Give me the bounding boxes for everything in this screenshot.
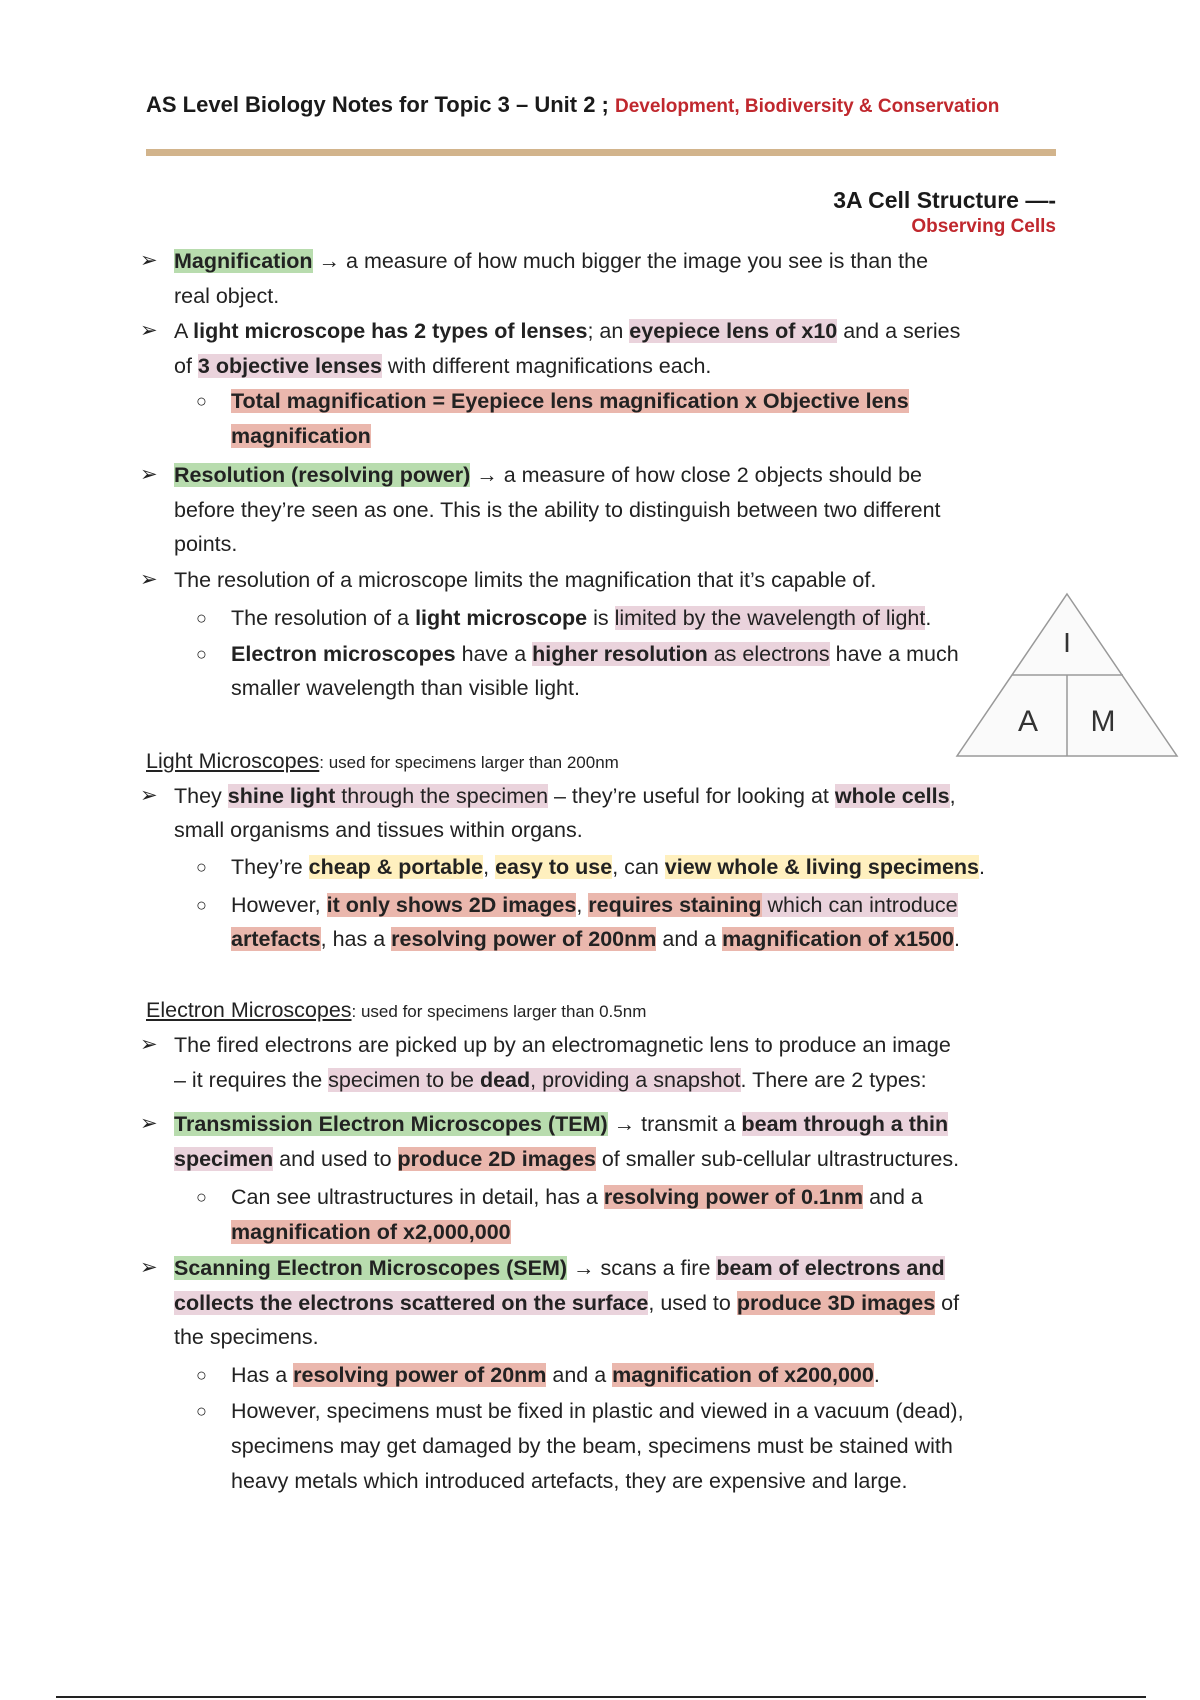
text: Total magnification = Eyepiece lens magnification x Objective lens bbox=[231, 389, 909, 413]
text: and a bbox=[546, 1363, 613, 1387]
text: The resolution of a bbox=[231, 606, 416, 630]
text: : used for specimens larger than 0.5nm bbox=[351, 1002, 647, 1021]
text: Can see ultrastructures in detail, has a bbox=[231, 1185, 604, 1209]
resolution-line-1 bbox=[174, 458, 922, 492]
footer-divider bbox=[56, 1696, 1146, 1698]
text: They bbox=[174, 784, 228, 808]
arrow-bullet-icon: ➢ bbox=[140, 1033, 158, 1056]
text: Light Microscopes bbox=[146, 749, 320, 773]
sem-line-1 bbox=[174, 1251, 945, 1285]
text: , can bbox=[612, 855, 665, 879]
text: , used to bbox=[648, 1291, 737, 1315]
text: . There are 2 types: bbox=[740, 1068, 927, 1092]
text: of smaller sub-cellular ultrastructures. bbox=[595, 1147, 960, 1171]
header-title: AS Level Biology Notes for Topic 3 – Unit 2 ; bbox=[146, 92, 609, 117]
text: A bbox=[174, 319, 194, 343]
text: 3 objective lenses bbox=[197, 354, 382, 378]
arrow-bullet-icon: ➢ bbox=[140, 1112, 158, 1135]
light-line-1 bbox=[174, 779, 956, 813]
circle-bullet-icon: ○ bbox=[196, 391, 207, 411]
text: requires staining bbox=[588, 893, 762, 917]
text: shine light bbox=[227, 784, 336, 808]
light-line-2: small organisms and tissues within organs. bbox=[174, 818, 583, 842]
light-microscopes-heading bbox=[146, 744, 619, 780]
text: magnification of x2,000,000 bbox=[231, 1220, 511, 1244]
text: easy to use bbox=[495, 855, 613, 879]
text: produce 3D images bbox=[736, 1291, 936, 1315]
text: specimen bbox=[174, 1147, 274, 1171]
header-subtitle: Development, Biodiversity & Conservation bbox=[615, 96, 1000, 117]
tem-sub-1 bbox=[231, 1180, 923, 1214]
circle-bullet-icon: ○ bbox=[196, 1365, 207, 1385]
text: have a much bbox=[829, 642, 959, 666]
text: – it requires the bbox=[174, 1068, 329, 1092]
text: , bbox=[949, 784, 956, 808]
text: of bbox=[935, 1291, 960, 1315]
text: through the specimen bbox=[335, 784, 549, 808]
limits-sub-2 bbox=[231, 637, 959, 671]
text: , bbox=[483, 855, 496, 879]
text: Electron Microscopes bbox=[146, 998, 352, 1022]
text: and a bbox=[863, 1185, 923, 1209]
text: . bbox=[979, 855, 986, 879]
lenses-line-1 bbox=[174, 314, 960, 348]
limits-sub-1 bbox=[231, 601, 931, 635]
limits-line: The resolution of a microscope limits the magnification that it’s capable of. bbox=[174, 568, 877, 592]
electron-microscopes-heading bbox=[146, 993, 646, 1029]
text: They’re bbox=[231, 855, 309, 879]
magnification-line-2: real object. bbox=[174, 284, 280, 308]
text: view whole & living specimens bbox=[664, 855, 980, 879]
electron-line-1: The fired electrons are picked up by an electromagnetic lens to produce an image bbox=[174, 1033, 951, 1057]
text: , providing a snapshot bbox=[530, 1068, 741, 1092]
text: resolving power of 0.1nm bbox=[603, 1185, 864, 1209]
electron-line-2 bbox=[174, 1063, 927, 1097]
text: resolving power of 200nm bbox=[391, 927, 657, 951]
triangle-label-image: I bbox=[1063, 627, 1071, 658]
section-subtitle: Observing Cells bbox=[911, 216, 1056, 237]
page-header bbox=[146, 92, 999, 118]
light-sub-1 bbox=[231, 850, 985, 884]
light-sub-2 bbox=[231, 888, 958, 922]
text: . bbox=[873, 1363, 880, 1387]
text: beam of electrons and bbox=[716, 1256, 945, 1280]
text: magnification bbox=[231, 424, 371, 448]
text: specimen to be bbox=[328, 1068, 480, 1092]
circle-bullet-icon: ○ bbox=[196, 1401, 207, 1421]
text: → transmit a bbox=[607, 1112, 742, 1136]
arrow-bullet-icon: ➢ bbox=[140, 249, 158, 272]
text: dead bbox=[479, 1068, 531, 1092]
resolution-line-3: points. bbox=[174, 532, 238, 556]
text: is bbox=[587, 606, 615, 630]
formula-line-2 bbox=[231, 419, 371, 453]
text: However, bbox=[231, 893, 327, 917]
text: ; an bbox=[587, 319, 630, 343]
text: . bbox=[925, 606, 932, 630]
section-title: 3A Cell Structure —- bbox=[833, 187, 1056, 213]
text: whole cells bbox=[834, 784, 950, 808]
sem-term: Scanning Electron Microscopes (SEM) bbox=[174, 1256, 568, 1280]
magnification-triangle-diagram bbox=[955, 590, 1180, 760]
text: Electron microscopes bbox=[231, 642, 456, 666]
resolution-line-2: before they’re seen as one. This is the ability to distinguish between two different bbox=[174, 498, 941, 522]
sem-sub-1 bbox=[231, 1358, 880, 1392]
text: have a bbox=[455, 642, 533, 666]
light-sub-2-cont bbox=[231, 922, 960, 956]
lenses-line-2 bbox=[174, 349, 711, 383]
text: resolving power of 20nm bbox=[293, 1363, 547, 1387]
tem-sub-1-cont bbox=[231, 1215, 511, 1249]
text: light microscope bbox=[415, 606, 588, 630]
arrow-bullet-icon: ➢ bbox=[140, 319, 158, 342]
magnification-line-1 bbox=[174, 244, 928, 278]
tem-line-1 bbox=[174, 1107, 948, 1141]
text: magnification of x1500 bbox=[722, 927, 954, 951]
text: eyepiece lens of x10 bbox=[629, 319, 838, 343]
sem-sub-2: However, specimens must be fixed in plastic and viewed in a vacuum (dead), bbox=[231, 1399, 964, 1423]
text: , has a bbox=[320, 927, 392, 951]
resolution-term: Resolution (resolving power) bbox=[174, 463, 471, 487]
text: , bbox=[576, 893, 589, 917]
text: Has a bbox=[231, 1363, 294, 1387]
header-divider bbox=[146, 149, 1056, 156]
triangle-label-actual: A bbox=[1017, 705, 1039, 738]
text: . bbox=[953, 927, 960, 951]
arrow-bullet-icon: ➢ bbox=[140, 463, 158, 486]
text: magnification of x200,000 bbox=[612, 1363, 874, 1387]
arrow-bullet-icon: ➢ bbox=[140, 1256, 158, 1279]
text: and a bbox=[656, 927, 723, 951]
text: cheap & portable bbox=[308, 855, 484, 879]
text: it only shows 2D images bbox=[326, 893, 577, 917]
tem-term: Transmission Electron Microscopes (TEM) bbox=[174, 1112, 608, 1136]
sem-sub-2-cont-1: specimens may get damaged by the beam, specimens must be stained with bbox=[231, 1434, 953, 1458]
text: beam through a thin bbox=[741, 1112, 949, 1136]
sem-line-2 bbox=[174, 1286, 959, 1320]
text: as electrons bbox=[707, 642, 830, 666]
sem-sub-2-cont-2: heavy metals which introduced artefacts, they are expensive and large. bbox=[231, 1469, 908, 1493]
text: higher resolution bbox=[532, 642, 708, 666]
arrow-bullet-icon: ➢ bbox=[140, 784, 158, 807]
text: artefacts bbox=[231, 927, 321, 951]
circle-bullet-icon: ○ bbox=[196, 608, 207, 628]
text: of bbox=[174, 354, 198, 378]
circle-bullet-icon: ○ bbox=[196, 857, 207, 877]
text: and a series bbox=[837, 319, 961, 343]
arrow-bullet-icon: ➢ bbox=[140, 568, 158, 591]
magnification-term: Magnification bbox=[174, 249, 313, 273]
text: → a measure of how much bigger the image you see is than the bbox=[312, 249, 929, 273]
triangle-label-magnification: M bbox=[1090, 705, 1116, 738]
text: which can introduce bbox=[761, 893, 958, 917]
limits-sub-2-cont: smaller wavelength than visible light. bbox=[231, 676, 580, 700]
formula-line-1 bbox=[231, 384, 909, 418]
tem-line-2 bbox=[174, 1142, 959, 1176]
text: limited by the wavelength of light bbox=[614, 606, 926, 630]
text: with different magnifications each. bbox=[381, 354, 712, 378]
circle-bullet-icon: ○ bbox=[196, 1187, 207, 1207]
text: collects the electrons scattered on the surface bbox=[174, 1291, 649, 1315]
circle-bullet-icon: ○ bbox=[196, 644, 207, 664]
text: – they’re useful for looking at bbox=[548, 784, 835, 808]
text: : used for specimens larger than 200nm bbox=[319, 753, 619, 772]
text: → a measure of how close 2 objects should be bbox=[470, 463, 923, 487]
text: produce 2D images bbox=[397, 1147, 596, 1171]
sem-line-3: the specimens. bbox=[174, 1325, 319, 1349]
text: → scans a fire bbox=[567, 1256, 717, 1280]
circle-bullet-icon: ○ bbox=[196, 895, 207, 915]
text: and used to bbox=[273, 1147, 398, 1171]
text: light microscope has 2 types of lenses bbox=[193, 319, 588, 343]
